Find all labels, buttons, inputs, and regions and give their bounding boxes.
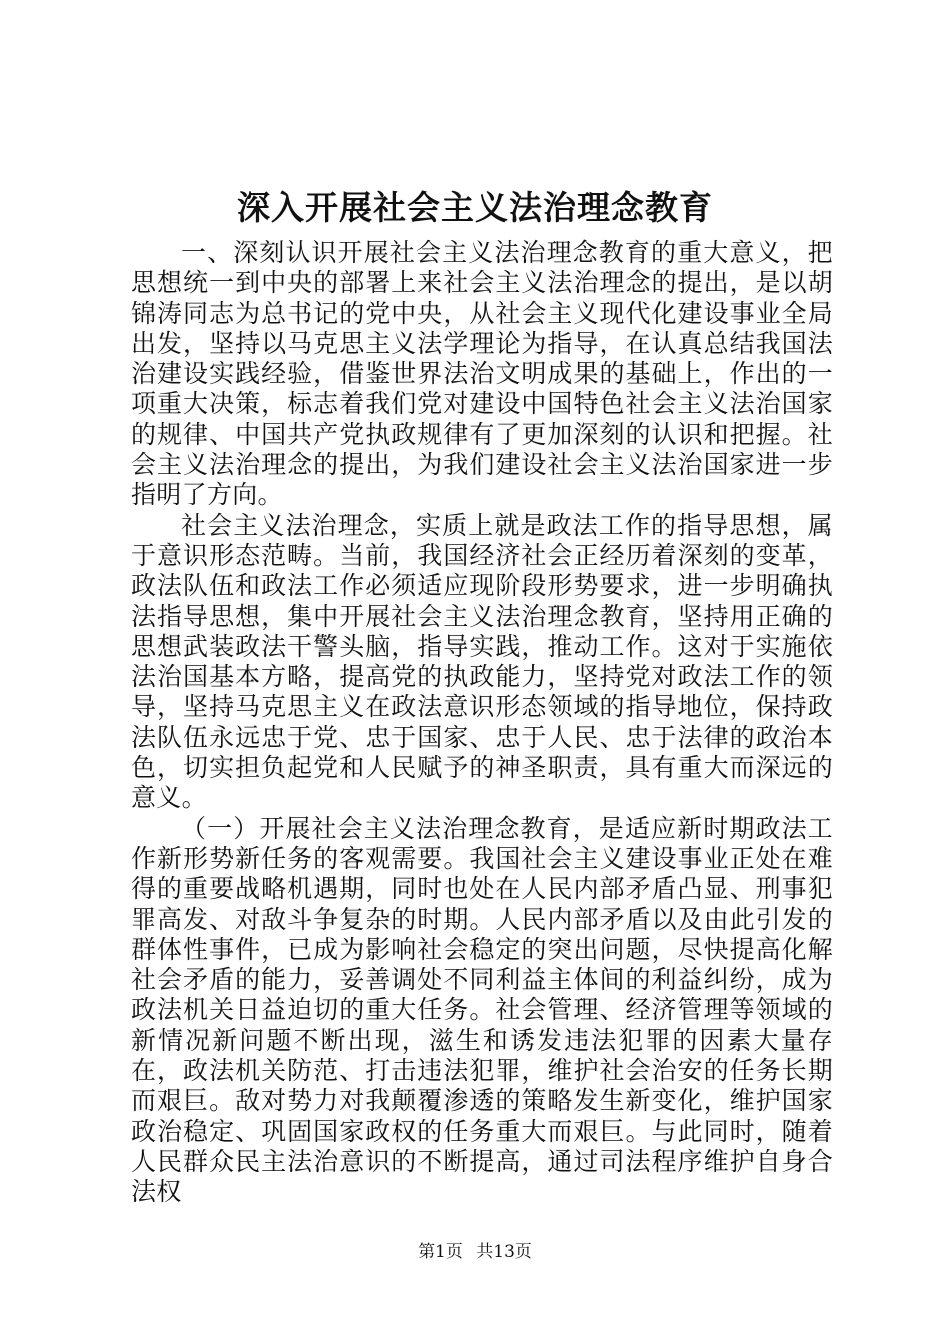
page-number: 第1页 — [418, 1242, 463, 1262]
document-title: 深入开展社会主义法治理念教育 — [237, 188, 713, 227]
paragraph-1: 一、深刻认识开展社会主义法治理念教育的重大意义，把思想统一到中央的部署上来社会主义法治理念的提出，是以胡锦涛同志为总书记的党中央，从社会主义现代化建设事业全局出发，坚持以马克思主义法学理论为指导，在认真总结我国法治建设实践经验，借鉴世界法治文明成果的基础上，作出的一项重大决策，标志着我们党对建设中国特色社会主义法治国家的规律、中国共产党执政规律有了更加深刻的认识和把握。社会主义法治理念的提出，为我们建设社会主义法治国家进一步指明了方向。 — [131, 238, 833, 510]
page-footer — [0, 1241, 950, 1263]
paragraph-2: 社会主义法治理念，实质上就是政法工作的指导思想，属于意识形态范畴。当前，我国经济社会正经历着深刻的变革，政法队伍和政法工作必须适应现阶段形势要求，进一步明确执法指导思想，集中开展社会主义法治理念教育，坚持用正确的思想武装政法干警头脑，指导实践，推动工作。这对于实施依法治国基本方略，提高党的执政能力，坚持党对政法工作的领导，坚持马克思主义在政法意识形态领域的指导地位，保持政法队伍永远忠于党、忠于国家、忠于人民、忠于法律的政治本色，切实担负起党和人民赋予的神圣职责，具有重大而深远的意义。 — [131, 510, 833, 813]
page-total: 共13页 — [476, 1242, 532, 1262]
paragraph-3: （一）开展社会主义法治理念教育，是适应新时期政法工作新形势新任务的客观需要。我国社会主义建设事业正处在难得的重要战略机遇期，同时也处在人民内部矛盾凸显、刑事犯罪高发、对敌斗争复杂的时期。人民内部矛盾以及由此引发的群体性事件，已成为影响社会稳定的突出问题，尽快提高化解社会矛盾的能力，妥善调处不同利益主体间的利益纠纷，成为政法机关日益迫切的重大任务。社会管理、经济管理等领域的新情况新问题不断出现，滋生和诱发违法犯罪的因素大量存在，政法机关防范、打击违法犯罪，维护社会治安的任务长期而艰巨。敌对势力对我颠覆渗透的策略发生新变化，维护国家政治稳定、巩固国家政权的任务重大而艰巨。与此同时，随着人民群众民主法治意识的不断提高，通过司法程序维护自身合法权 — [131, 813, 833, 1207]
document-body — [131, 238, 833, 1208]
